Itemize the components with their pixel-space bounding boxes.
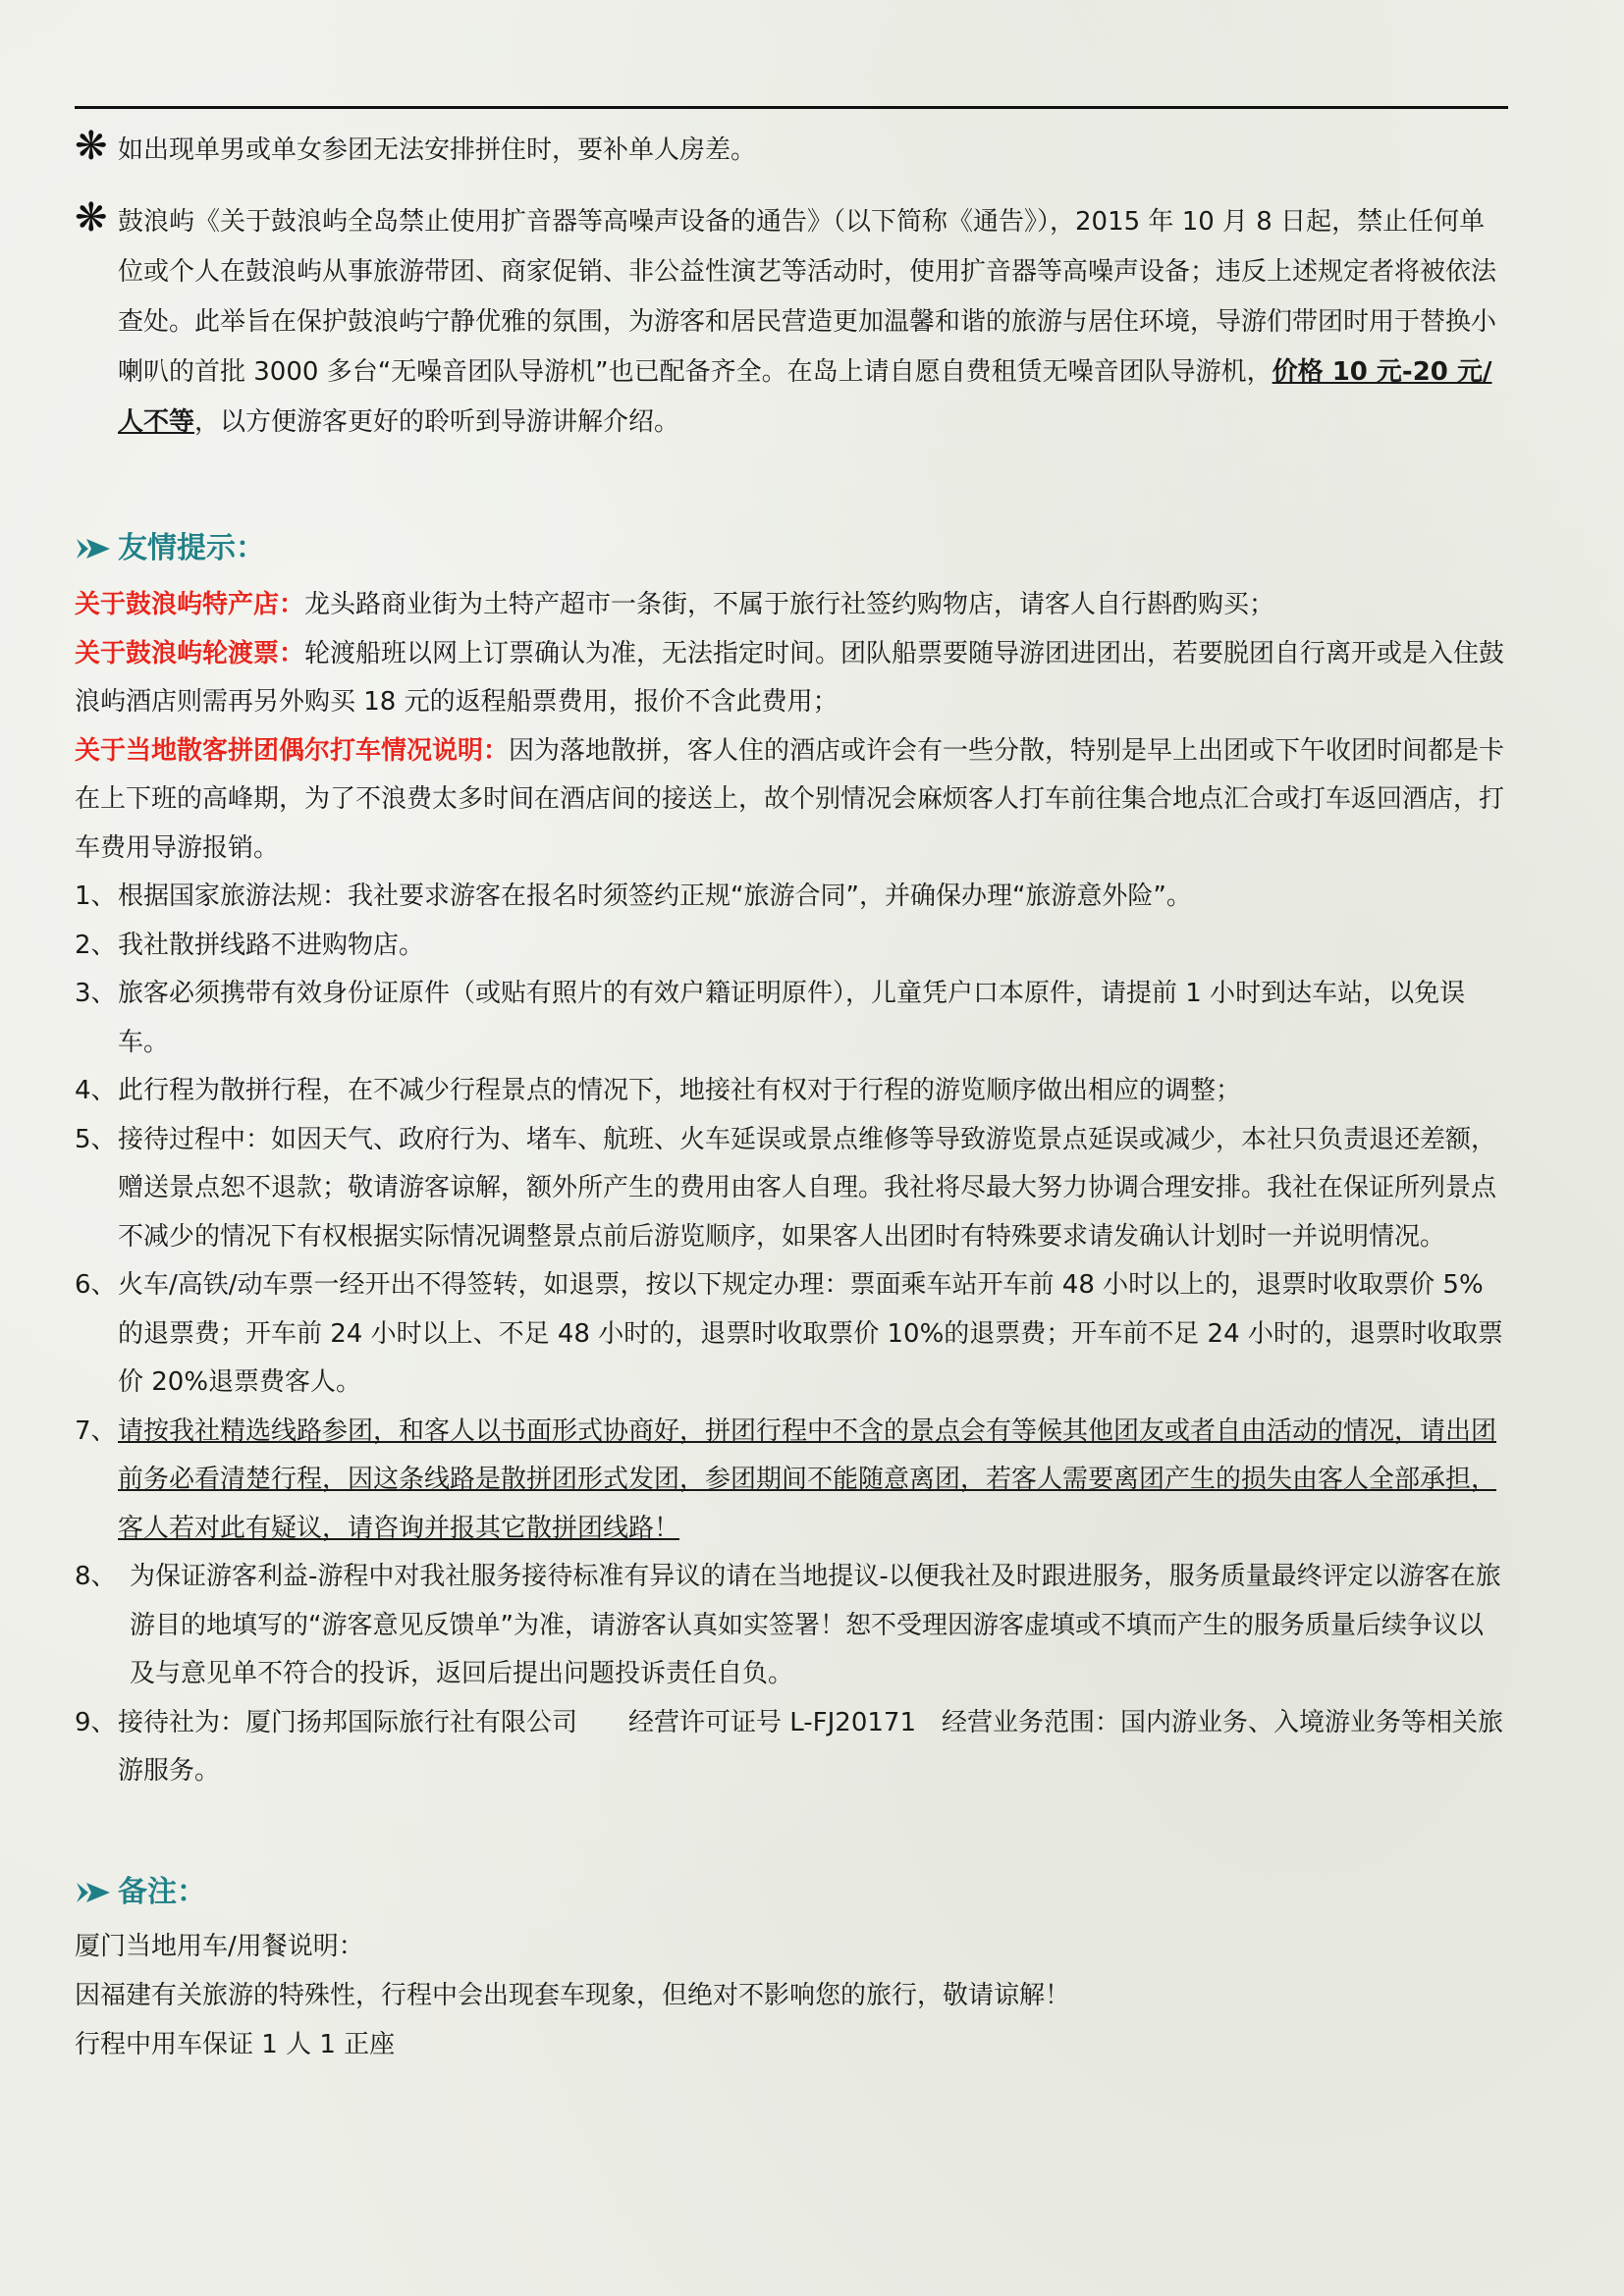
double-arrow-icon — [75, 1879, 112, 1906]
item-number: 9、 — [75, 1707, 117, 1737]
remark-line: 行程中用车保证 1 人 1 正座 — [75, 2030, 396, 2059]
list-item — [75, 1699, 1508, 1796]
notes-section — [75, 126, 1508, 448]
tips-title: 友情提示： — [118, 531, 265, 565]
item-number: 8、 — [75, 1562, 117, 1591]
item-number: 4、 — [75, 1076, 117, 1105]
item-text: 接待过程中：如因天气、政府行为、堵车、航班、火车延误或景点维修等导致游览景点延误或减少，本社只负责退还差额，赠送景点恕不退款；敬请游客谅解，额外所产生的费用由客人自理。我社将尽最大努力协调合理安排。我社在保证所列景点不减少的情况下有权根据实际情况调整景点前后游览顺序，如果客人出团时有特殊要求请发确认计划时一并说明情况。 — [118, 1124, 1497, 1252]
item-text: 根据国家旅游法规：我社要求游客在报名时须签约正规“旅游合同”，并确保办理“旅游意外险”。 — [118, 881, 1192, 911]
price-emphasis: 价格 10 元-20 元/人不等 — [118, 357, 1492, 437]
item-text: 火车/高铁/动车票一经开出不得签转，如退票，按以下规定办理：票面乘车站开车前 48 小时以上的，退票时收取票价 5%的退票费；开车前 24 小时以上、不足 48 小时的，退票时收取票价 10%的退票费；开车前不足 24 小时的，退票时收取票价 20%退票费客人。 — [118, 1270, 1503, 1397]
asterisk-flower-icon: ❋ — [75, 195, 108, 240]
tip-label: 关于鼓浪屿轮渡票： — [75, 638, 305, 668]
asterisk-flower-icon: ❋ — [75, 124, 108, 169]
tip-special-item — [75, 581, 1508, 630]
tip-text: 轮渡船班以网上订票确认为准，无法指定时间。团队船票要随导游团进团出，若要脱团自行离开或是入住鼓浪屿酒店则需再另外购买 18 元的返程船票费用，报价不含此费用； — [75, 638, 1505, 717]
tip-special-item — [75, 727, 1508, 874]
remark-line: 因福建有关旅游的特殊性，行程中会出现套车现象，但绝对不影响您的旅行，敬请谅解！ — [75, 1981, 1071, 2010]
item-number: 2、 — [75, 930, 117, 960]
note-text-after: ，以方便游客更好的聆听到导游讲解介绍。 — [194, 407, 680, 437]
double-arrow-icon — [75, 535, 112, 562]
tip-special-item — [75, 630, 1508, 727]
item-number: 3、 — [75, 979, 117, 1008]
item-number: 6、 — [75, 1270, 117, 1300]
item-text: 我社散拼线路不进购物店。 — [118, 930, 425, 960]
item-text: 旅客必须携带有效身份证原件（或贴有照片的有效户籍证明原件），儿童凭户口本原件，请提前 1 小时到达车站，以免误车。 — [118, 979, 1466, 1057]
tip-text: 因为落地散拼，客人住的酒店或许会有一些分散，特别是早上出团或下午收团时间都是卡在上下班的高峰期，为了不浪费太多时间在酒店间的接送上，故个别情况会麻烦客人打车前往集合地点汇合或打车返回酒店，打车费用导游报销。 — [75, 735, 1505, 863]
item-number: 5、 — [75, 1124, 117, 1154]
list-item — [75, 1553, 1508, 1699]
list-item — [75, 970, 1508, 1067]
item-text: 此行程为散拼行程，在不减少行程景点的情况下，地接社有权对于行程的游览顺序做出相应的调整； — [118, 1076, 1242, 1105]
item-number: 7、 — [75, 1415, 117, 1446]
item-text: 请按我社精选线路参团，和客人以书面形式协商好，拼团行程中不含的景点会有等候其他团友或者自由活动的情况，请出团前务必看清楚行程，因这条线路是散拼团形式发团，参团期间不能随意离团，若客人需要离团产生的损失由客人全部承担，客人若对此有疑议，请咨询并报其它散拼团线路！ — [118, 1415, 1497, 1543]
note-text-before: 鼓浪屿《关于鼓浪屿全岛禁止使用扩音器等高噪声设备的通告》（以下简称《通告》），2015 年 10 月 8 日起，禁止任何单位或个人在鼓浪屿从事旅游带团、商家促销、非公益性演艺等活动时，使用扩音器等高噪声设备；违反上述规定者将被依法查处。此举旨在保护鼓浪屿宁静优雅的氛围，为游客和居民营造更加温馨和谐的旅游与居住环境，导游们带团时用于替换小喇叭的首批 3000 多台“无噪音团队导游机”也已配备齐全。在岛上请自愿自费租赁无噪音团队导游机， — [118, 207, 1497, 387]
tips-section — [75, 581, 1508, 1796]
tip-label: 关于鼓浪屿特产店： — [75, 590, 305, 619]
item-number: 1、 — [75, 881, 117, 911]
remark-line: 厦门当地用车/用餐说明： — [75, 1932, 364, 1961]
remarks-title: 备注： — [118, 1875, 206, 1909]
item-text: 为保证游客利益-游程中对我社服务接待标准有异议的请在当地提议-以便我社及时跟进服务，服务质量最终评定以游客在旅游目的地填写的“游客意见反馈单”为准，请游客认真如实签署！恕不受理因游客虚填或不填而产生的服务质量后续争议以及与意见单不符合的投诉，返回后提出问题投诉责任自负。 — [130, 1562, 1501, 1688]
list-item — [75, 1067, 1508, 1116]
tip-text: 龙头路商业街为土特产超市一条街，不属于旅行社签约购物店，请客人自行斟酌购买； — [304, 590, 1275, 619]
top-divider — [75, 106, 1508, 109]
remarks-heading — [75, 1868, 206, 1917]
note-text: 如出现单男或单女参团无法安排拼住时，要补单人房差。 — [118, 135, 757, 165]
note-gulangyu-noise — [75, 197, 1508, 448]
remarks-section — [75, 1922, 1508, 2069]
tip-label: 关于当地散客拼团偶尔打车情况说明： — [75, 735, 510, 766]
list-item — [75, 1116, 1508, 1262]
tips-heading — [75, 524, 265, 573]
list-item — [75, 1408, 1508, 1554]
list-item — [75, 1261, 1508, 1408]
list-item — [75, 873, 1508, 922]
note-single-room — [75, 126, 1508, 176]
item-text: 接待社为：厦门扬邦国际旅行社有限公司 经营许可证号 L-FJ20171 经营业务范围：国内游业务、入境游业务等相关旅游服务。 — [118, 1707, 1504, 1786]
list-item — [75, 922, 1508, 971]
